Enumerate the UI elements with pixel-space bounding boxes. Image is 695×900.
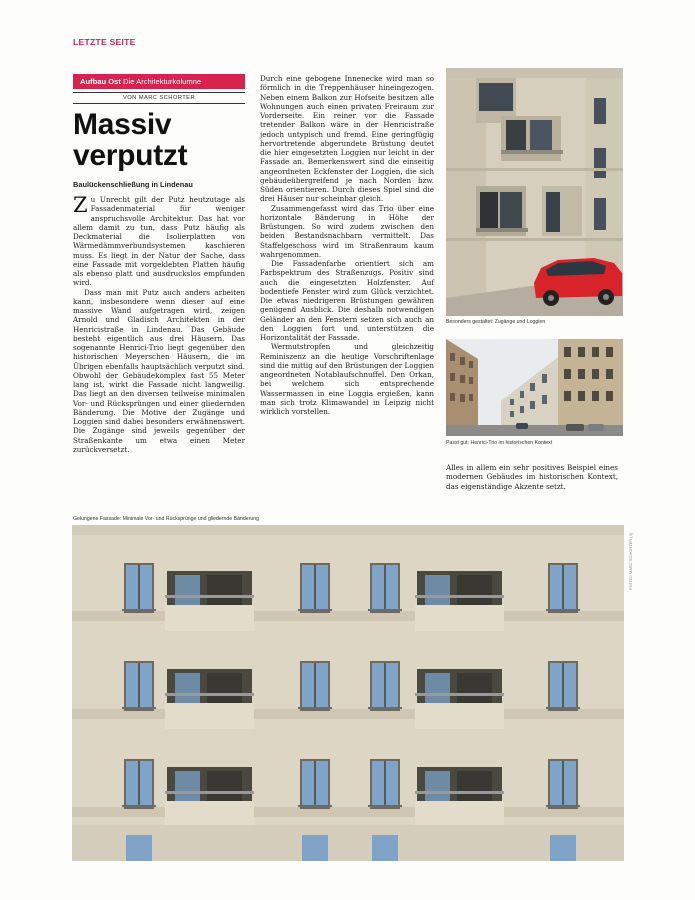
photo-street-context — [446, 339, 623, 436]
caption-photo-3: Gelungene Fassade: Minimale Vor- und Rücksprünge und gliedernde Bänderung — [73, 516, 260, 522]
subheadline: Baulückenschließung in Lindenau — [73, 180, 193, 189]
byline: VON MARC SCHORTER — [73, 92, 245, 104]
headline — [73, 109, 253, 171]
caption-photo-1: Besonders gestaltet: Zugänge und Loggien — [446, 319, 546, 325]
paragraph: Zusammengefasst wird das Trio über eine horizontale Bänderung in Höhe der Brüstungen. So wird zudem zwischen den beiden Bestandsnachbarn vermittelt. Das Staffelgeschoss wird im Straßenraum kaum wahrgenommen. — [260, 203, 434, 259]
window — [550, 835, 576, 861]
photo-entrances-loggias — [446, 68, 623, 316]
kicker-column: Die Architekturkolumne — [123, 77, 202, 86]
article-conclusion: Alles in allem ein sehr positives Beispiel eines modernen Gebäudes im historischen Kontext, das eigenständige Akzente setzt. — [446, 463, 618, 491]
paragraph: Wermutstropfen und gleichzeitig Reminiszenz an die heutige Vorschriftenlage sind die mittig auf den Brüstungen der Loggien angeordneten Notablaufschnuffel. Den Orkan, bei welchem sich entsprechende Wassermassen in eine Loggia ergießen, kann man sich trotz Klimawandel in Leipzig nicht wirklich vorstellen. — [260, 342, 434, 416]
column-kicker — [73, 74, 245, 89]
article-column-2 — [260, 74, 434, 416]
paragraph: Dass man mit Putz auch anders arbeiten kann, insbesondere wenn dieser auf eine massive Wand aufgetragen wird, zeigen Arnold und Gladisch Architekten in der Henricistraße in Lindenau. Das Gebäude besteht eigentlich aus drei Häusern. Das sogenannte Henrici-Trio liegt gegenüber den historischen Meyerschen Häusern, die im Übrigen ebenfalls hauptsächlich verputzt sind. Obwohl der Gebäudekomplex fast 55 Meter lang ist, wirkt die Fassade nicht langweilig. Das liegt an den diversen teilweise minimalen Vor- und Rücksprüngen und einer gliedernden Bänderung. Die Motive der Zugänge und Loggien sind dabei besonders erwähnenswert. Die Zugänge sind jeweils gegenüber der Straßenkante um etwa einen Meter zurückversetzt. — [73, 287, 245, 454]
window — [372, 835, 398, 861]
section-tag: LETZTE SEITE — [73, 37, 136, 47]
headline-line-1: Massiv — [73, 108, 172, 141]
drop-cap: Z — [73, 193, 88, 217]
paragraph: Durch eine gebogene Innenecke wird man so förmlich in die Treppenhäuser hineingezogen. Neben einem Balkon zur Hofseite besitzen alle Wohnungen auch einen privaten Freiraum zur Vorderseite. Ein reiner vor die Fassade tretender Balkon wäre in der Henricistraße jedoch untypisch und fremd. Eine geringfügig hervortretende abgerundete Brüstung deutet die hier eingesetzten Loggien nur leicht in der Fassade an. Bemerkenswert sind die einseitig angeordneten Eckfenster der Loggien, die sich gebäudeübergreifend je nach Norden bzw. Süden orientieren. Durch dieses Spiel sind die drei Häuser nur scheinbar gleich. — [260, 74, 434, 204]
kicker-series: Aufbau Ost — [80, 77, 121, 86]
paragraph — [73, 195, 245, 288]
headline-line-2: verputzt — [73, 139, 188, 172]
photo-facade — [72, 525, 624, 861]
article-column-1 — [73, 195, 245, 454]
paragraph: Die Fassadenfarbe orientiert sich am Farbspektrum des Straßenzugs. Positiv sind auch die eingesetzten Holzfenster. Auf bodentiefe Fenster wird zum Glück verzichtet. Die etwas niedrigeren Brüstungen gewähren genügend Ausblick. Die deshalb notwendigen Geländer an den Fenstern setzen sich auch an den Loggien fort und unterstützen die Horizontalität der Fassade. — [260, 259, 434, 342]
paragraph-text: u Unrecht gilt der Putz heutzutage als Fassadenmaterial für weniger anspruchsvolle Architektur. Das hat vor allem damit zu tun, dass Putz häufig als Deckmaterial die Isolierplatten von Wärmedämmverbundsystemen kaschieren muss. Es liegt in der Natur der Sache, dass eine Fassade mit vorgeklebten Platten häufig als ebenso platt und ausdruckslos empfunden wird. — [73, 195, 245, 288]
photo-credit: FOTOS: MARC SCHORTER (3) — [628, 532, 633, 590]
window — [126, 835, 152, 861]
window — [302, 835, 328, 861]
caption-photo-2: Passt gut: Henrici-Trio im historischen Kontext — [446, 440, 553, 446]
